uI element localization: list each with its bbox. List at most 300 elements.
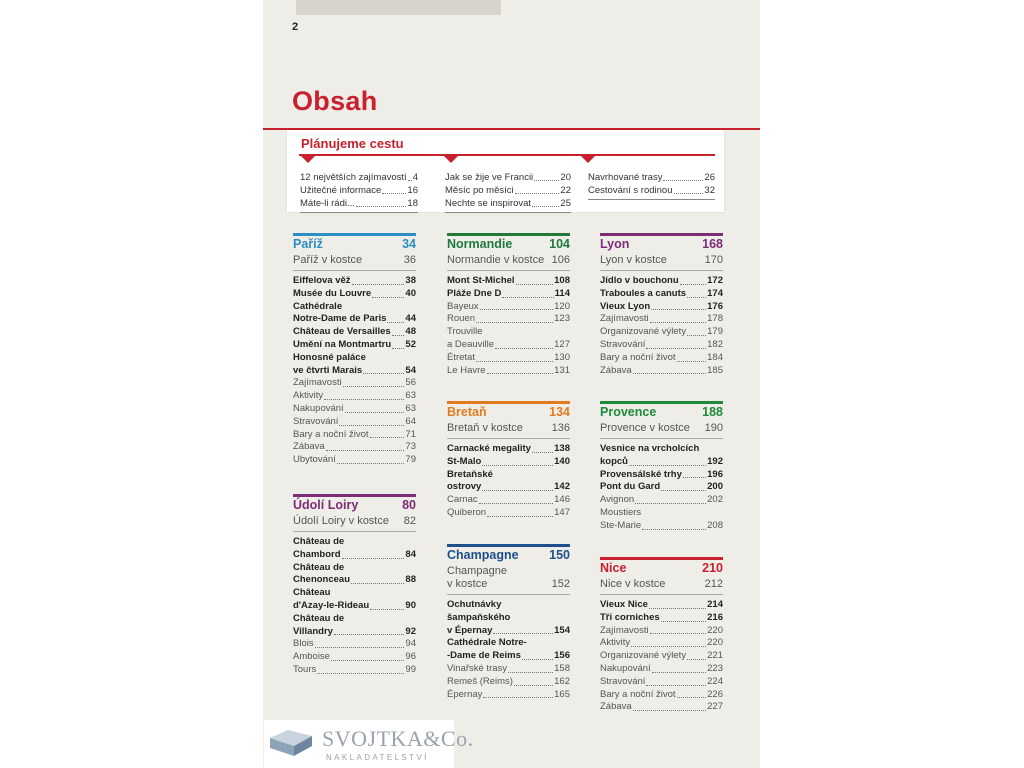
leader-dots — [317, 664, 404, 674]
book-page — [263, 0, 760, 768]
plan-entry-page: 26 — [704, 172, 715, 183]
plan-entry-page: 32 — [704, 185, 715, 196]
toc-entry — [600, 625, 723, 638]
section-title: Nice — [600, 561, 627, 575]
toc-entry — [293, 390, 416, 403]
toc-entry-page: 44 — [405, 313, 416, 325]
toc-entry — [293, 377, 416, 390]
section-overview — [447, 565, 570, 595]
overview-page: 190 — [704, 422, 723, 434]
leader-dots — [476, 352, 553, 362]
toc-entry — [293, 549, 416, 562]
toc-entry-page: 184 — [707, 351, 723, 363]
section-page: 104 — [549, 237, 570, 251]
toc-entry-page: 63 — [405, 402, 416, 414]
toc-entry-label: Trouville — [447, 326, 483, 338]
toc-entry — [600, 689, 723, 702]
leader-dots — [324, 390, 404, 400]
toc-entry — [600, 650, 723, 663]
toc-entry-page: 90 — [405, 599, 416, 611]
section-nice — [600, 557, 723, 714]
toc-entry-label: Nakupování — [600, 662, 651, 674]
section-title: Bretaň — [447, 405, 487, 419]
toc-entry — [293, 651, 416, 664]
toc-entry-page: 88 — [405, 574, 416, 586]
leader-dots — [372, 288, 404, 298]
toc-entry-page: 38 — [405, 275, 416, 286]
leader-dots — [677, 689, 707, 699]
leader-dots — [663, 171, 703, 181]
plan-column — [588, 171, 715, 200]
toc-entry-label: Château — [293, 587, 331, 599]
toc-entry-label: Amboise — [293, 651, 330, 663]
toc-entry — [447, 469, 570, 482]
section-overview — [600, 254, 723, 271]
leader-dots — [514, 676, 553, 686]
section-overview — [447, 254, 570, 271]
section-items — [293, 275, 416, 467]
section-lyon — [600, 233, 723, 377]
toc-entry-page: 176 — [707, 300, 723, 312]
toc-entry-label: Avignon — [600, 494, 635, 506]
toc-entry-page: 154 — [554, 624, 570, 636]
toc-entry-label: Aktivity — [600, 637, 631, 649]
toc-entry-label: Pont du Gard — [600, 481, 661, 493]
leader-dots — [508, 663, 553, 673]
toc-entry — [600, 676, 723, 689]
toc-entry-label: Umění na Montmartru — [293, 338, 392, 350]
leader-dots — [487, 365, 554, 375]
toc-entry-page: 216 — [707, 611, 723, 623]
toc-entry — [293, 664, 416, 677]
toc-entry — [447, 339, 570, 352]
toc-entry — [600, 352, 723, 365]
toc-entry-label: Aktivity — [293, 390, 324, 402]
toc-entry — [600, 481, 723, 494]
toc-entry-page: 226 — [707, 688, 723, 700]
toc-entry — [293, 454, 416, 467]
section-items — [600, 443, 723, 533]
toc-entry-label: Chambord — [293, 548, 341, 560]
toc-entry — [447, 481, 570, 494]
section-header — [600, 401, 723, 421]
toc-entry-page: 71 — [405, 428, 416, 440]
leader-dots — [651, 301, 706, 311]
toc-entry-page: 64 — [405, 415, 416, 427]
toc-entry-label: Bary a noční život — [600, 688, 676, 700]
toc-entry-page: 192 — [707, 455, 723, 467]
toc-entry-label: šampaňského — [447, 611, 511, 623]
toc-entry-label: Rouen — [447, 313, 475, 325]
toc-entry-label: Tři corniches — [600, 611, 660, 623]
toc-entry — [293, 301, 416, 314]
plan-entry-page: 4 — [412, 172, 418, 183]
toc-entry-label: Chenonceau — [293, 574, 351, 586]
toc-entry-page: 127 — [554, 338, 570, 350]
toc-entry-page: 123 — [554, 313, 570, 325]
overview-page: 82 — [403, 515, 416, 527]
toc-entry-label: Stravování — [600, 338, 646, 350]
toc-entry-page: 172 — [707, 275, 723, 286]
toc-entry-label: Zajímavosti — [600, 624, 649, 636]
leader-dots — [652, 663, 706, 673]
toc-entry — [447, 326, 570, 339]
overview-label: v kostce — [447, 578, 488, 590]
toc-entry-page: 40 — [405, 287, 416, 299]
leader-dots — [646, 676, 706, 686]
toc-entry-page: 131 — [554, 364, 570, 376]
toc-entry-label: Château de — [293, 612, 345, 624]
plan-marker — [301, 156, 315, 163]
toc-entry-page: 94 — [405, 638, 416, 650]
toc-entry-label: Stravování — [600, 675, 646, 687]
plan-entry-page: 16 — [407, 185, 418, 196]
leader-dots — [387, 313, 404, 323]
toc-entry-label: Tours — [293, 663, 317, 675]
toc-entry — [293, 416, 416, 429]
section-page: 210 — [702, 561, 723, 575]
plan-column-rule — [300, 212, 418, 213]
toc-entry — [293, 536, 416, 549]
toc-entry-label: Carnacké megality — [447, 443, 531, 454]
toc-entry-page: 179 — [707, 326, 723, 338]
plan-entry — [588, 184, 715, 197]
toc-entry-label: Zábava — [293, 441, 325, 453]
toc-entry-label: Quiberon — [447, 506, 487, 518]
toc-entry-page: 214 — [707, 599, 723, 610]
toc-entry — [447, 456, 570, 469]
leader-dots — [487, 507, 553, 517]
book-icon — [268, 728, 314, 758]
toc-entry-label: ostrovy — [447, 481, 482, 493]
toc-entry-label: Eiffelova věž — [293, 275, 351, 286]
overview-label: Nice v kostce — [600, 578, 666, 590]
leader-dots — [534, 171, 559, 181]
leader-dots — [352, 275, 405, 285]
section-items — [447, 599, 570, 701]
section-title: Provence — [600, 405, 657, 419]
section-title: Údolí Loiry — [293, 498, 359, 512]
leader-dots — [351, 574, 404, 584]
leader-dots — [680, 275, 707, 285]
plan-entry — [445, 171, 571, 184]
toc-entry — [447, 494, 570, 507]
section-items — [293, 536, 416, 677]
toc-entry-page: 185 — [707, 364, 723, 376]
toc-entry-page: 221 — [707, 650, 723, 662]
toc-entry-label: Bary a noční život — [600, 351, 676, 363]
leader-dots — [315, 638, 405, 648]
leader-dots — [650, 313, 707, 323]
plan-entry — [300, 197, 418, 210]
toc-entry — [600, 663, 723, 676]
toc-entry-page: 208 — [707, 519, 723, 531]
leader-dots — [331, 651, 404, 661]
overview-label: Champagne — [447, 565, 507, 577]
toc-entry-label: Bayeux — [447, 300, 479, 312]
toc-entry-page: 182 — [707, 338, 723, 350]
toc-entry-label: Vieux Lyon — [600, 300, 651, 312]
toc-entry-label: Zajímavosti — [600, 313, 649, 325]
toc-entry-label: Ste-Marie — [600, 519, 642, 531]
plan-entry — [445, 184, 571, 197]
plan-entry-page: 22 — [560, 185, 571, 196]
overview-page: 36 — [403, 254, 416, 266]
overview-label: Údolí Loiry v kostce — [293, 515, 389, 527]
toc-entry — [293, 365, 416, 378]
section-overview — [600, 578, 723, 595]
toc-entry — [600, 599, 723, 612]
plan-entry-label: Cestování s rodinou — [588, 185, 673, 196]
section-overview — [600, 422, 723, 439]
section-title: Lyon — [600, 237, 630, 251]
plan-entry — [588, 171, 715, 184]
toc-entry — [600, 288, 723, 301]
toc-entry — [293, 574, 416, 587]
toc-entry-page: 48 — [405, 326, 416, 338]
leader-dots — [646, 339, 706, 349]
toc-entry-page: 220 — [707, 637, 723, 649]
leader-dots — [661, 612, 706, 622]
toc-entry-page: 200 — [707, 481, 723, 493]
plan-entry-page: 25 — [560, 198, 571, 209]
toc-entry-label: Château de — [293, 561, 345, 573]
plan-column — [445, 171, 571, 213]
toc-entry-label: Épernay — [447, 688, 483, 700]
leader-dots — [502, 288, 553, 298]
toc-entry-page: 147 — [554, 506, 570, 518]
leader-dots — [493, 625, 553, 635]
toc-entry — [447, 301, 570, 314]
plan-marker — [581, 156, 595, 163]
section-header — [447, 544, 570, 564]
section-items — [447, 443, 570, 520]
leader-dots — [516, 275, 554, 285]
section-header — [600, 233, 723, 253]
toc-entry-label: Vinařské trasy — [447, 662, 508, 674]
toc-entry — [600, 365, 723, 378]
toc-entry-page: 158 — [554, 662, 570, 674]
toc-entry — [293, 587, 416, 600]
toc-entry-label: Organizované výlety — [600, 650, 687, 662]
leader-dots — [342, 549, 405, 559]
overview-label: Lyon v kostce — [600, 254, 667, 266]
toc-entry — [600, 339, 723, 352]
toc-entry-page: 114 — [554, 287, 570, 299]
toc-entry-label: Zábava — [600, 701, 632, 713]
toc-entry — [447, 625, 570, 638]
toc-entry-label: Bary a noční život — [293, 428, 369, 440]
logo-subtitle: NAKLADATELSTVÍ — [326, 753, 429, 762]
section-normandie — [447, 233, 570, 377]
overview-label: Normandie v kostce — [447, 254, 545, 266]
leader-dots — [674, 184, 704, 194]
toc-entry — [447, 689, 570, 702]
toc-entry — [293, 339, 416, 352]
section-items — [600, 275, 723, 377]
toc-entry-page: 99 — [405, 663, 416, 675]
section-title: Champagne — [447, 548, 519, 562]
toc-entry-page: 84 — [405, 548, 416, 560]
toc-entry — [447, 650, 570, 663]
toc-entry-label: Zajímavosti — [293, 377, 342, 389]
section-header — [293, 494, 416, 514]
section-items — [447, 275, 570, 377]
plan-title: Plánujeme cestu — [301, 136, 404, 151]
overview-page: 136 — [551, 422, 570, 434]
logo-name: SVOJTKA&Co. — [322, 726, 474, 751]
leader-dots — [339, 416, 404, 426]
toc-entry — [293, 352, 416, 365]
leader-dots — [683, 469, 706, 479]
toc-entry-page: 138 — [554, 443, 570, 454]
toc-entry — [293, 638, 416, 651]
section-overview — [447, 422, 570, 439]
toc-entry-label: Jídlo v bouchonu — [600, 275, 679, 286]
toc-entry-label: Pláže Dne D — [447, 287, 502, 299]
plan-entry-page: 20 — [560, 172, 571, 183]
section-header — [600, 557, 723, 577]
leader-dots — [650, 625, 707, 635]
leader-dots — [483, 689, 553, 699]
toc-entry-page: 92 — [405, 625, 416, 637]
toc-entry — [293, 600, 416, 613]
toc-entry-page: 56 — [405, 377, 416, 389]
leader-dots — [515, 184, 560, 194]
toc-entry-label: Mont St-Michel — [447, 275, 515, 286]
leader-dots — [345, 403, 405, 413]
leader-dots — [687, 288, 706, 298]
leader-dots — [631, 637, 706, 647]
plan-box — [287, 130, 724, 212]
overview-page: 170 — [704, 254, 723, 266]
leader-dots — [334, 626, 404, 636]
toc-entry-label: Nakupování — [293, 402, 344, 414]
toc-entry — [447, 288, 570, 301]
toc-entry — [293, 313, 416, 326]
toc-entry-label: Notre-Dame de Paris — [293, 313, 387, 325]
plan-entry-page: 18 — [407, 198, 418, 209]
plan-column-rule — [588, 199, 715, 200]
toc-entry-page: 120 — [554, 300, 570, 312]
toc-entry-label: ve čtvrti Marais — [293, 364, 363, 376]
section-bretan — [447, 401, 570, 520]
toc-entry-page: 54 — [405, 364, 416, 376]
toc-entry-page: 140 — [554, 455, 570, 467]
section-header — [293, 233, 416, 253]
leader-dots — [337, 454, 405, 464]
plan-entry-label: 12 největších zajímavostí — [300, 172, 407, 183]
toc-entry-page: 52 — [405, 338, 416, 350]
leader-dots — [532, 443, 553, 453]
section-page: 150 — [549, 548, 570, 562]
toc-entry-label: Le Havre — [447, 364, 486, 376]
plan-column — [300, 171, 418, 213]
leader-dots — [392, 326, 405, 336]
toc-entry — [447, 507, 570, 520]
section-overview — [293, 254, 416, 271]
leader-dots — [356, 197, 407, 207]
toc-entry — [293, 429, 416, 442]
leader-dots — [661, 481, 706, 491]
toc-entry-page: 73 — [405, 441, 416, 453]
toc-entry — [447, 443, 570, 456]
toc-entry-page: 224 — [707, 675, 723, 687]
section-items — [600, 599, 723, 714]
toc-entry-label: -Dame de Reims — [447, 650, 521, 662]
toc-entry-label: Provensálské trhy — [600, 468, 682, 480]
toc-entry-label: Cathédrale Notre- — [447, 637, 527, 649]
toc-entry-label: Ubytování — [293, 454, 336, 466]
toc-entry-label: Organizované výlety — [600, 326, 687, 338]
toc-entry-label: Cathédrale — [293, 300, 343, 312]
toc-entry-label: Zábava — [600, 364, 632, 376]
toc-entry-label: Bretaňské — [447, 468, 493, 480]
toc-entry-label: kopců — [600, 455, 628, 467]
leader-dots — [370, 429, 405, 439]
plan-marker — [444, 156, 458, 163]
section-title: Normandie — [447, 237, 513, 251]
toc-entry-page: 130 — [554, 351, 570, 363]
leader-dots — [480, 301, 553, 311]
overview-page: 106 — [551, 254, 570, 266]
plan-entry-label: Navrhované trasy — [588, 172, 663, 183]
toc-entry-page: 227 — [707, 701, 723, 713]
toc-entry-label: d'Azay-le-Rideau — [293, 599, 370, 611]
toc-entry-label: St-Malo — [447, 455, 482, 467]
toc-entry-page: 96 — [405, 651, 416, 663]
section-header — [447, 233, 570, 253]
leader-dots — [532, 197, 559, 207]
toc-entry-label: Traboules a canuts — [600, 287, 687, 299]
leader-dots — [482, 481, 553, 491]
plan-rule — [299, 154, 715, 156]
toc-entry-page: 146 — [554, 494, 570, 506]
leader-dots — [476, 313, 553, 323]
page-title: Obsah — [292, 86, 378, 116]
section-page: 80 — [402, 498, 416, 512]
toc-entry-page: 220 — [707, 624, 723, 636]
section-paris — [293, 233, 416, 467]
publisher-logo — [264, 720, 474, 768]
toc-entry-page: 156 — [554, 650, 570, 662]
toc-entry-page: 162 — [554, 675, 570, 687]
overview-label: Paříž v kostce — [293, 254, 363, 266]
section-provence — [600, 401, 723, 533]
section-header — [447, 401, 570, 421]
toc-entry — [447, 637, 570, 650]
toc-entry — [447, 599, 570, 612]
toc-entry-page: 79 — [405, 454, 416, 466]
toc-entry-page: 223 — [707, 662, 723, 674]
leader-dots — [343, 377, 405, 387]
toc-entry-label: Honosné paláce — [293, 351, 366, 363]
page-number: 2 — [292, 21, 299, 33]
leader-dots — [649, 599, 706, 609]
toc-entry-page: 63 — [405, 390, 416, 402]
leader-dots — [633, 365, 706, 375]
toc-entry — [600, 456, 723, 469]
plan-entry-label: Nechte se inspirovat — [445, 198, 532, 209]
toc-entry — [293, 562, 416, 575]
plan-entry-label: Máte-li rádi... — [300, 198, 355, 209]
leader-dots — [629, 456, 706, 466]
section-loire — [293, 494, 416, 677]
toc-entry-page: 142 — [554, 481, 570, 493]
toc-entry — [447, 676, 570, 689]
toc-entry — [600, 469, 723, 482]
toc-entry-label: Château de — [293, 536, 345, 547]
